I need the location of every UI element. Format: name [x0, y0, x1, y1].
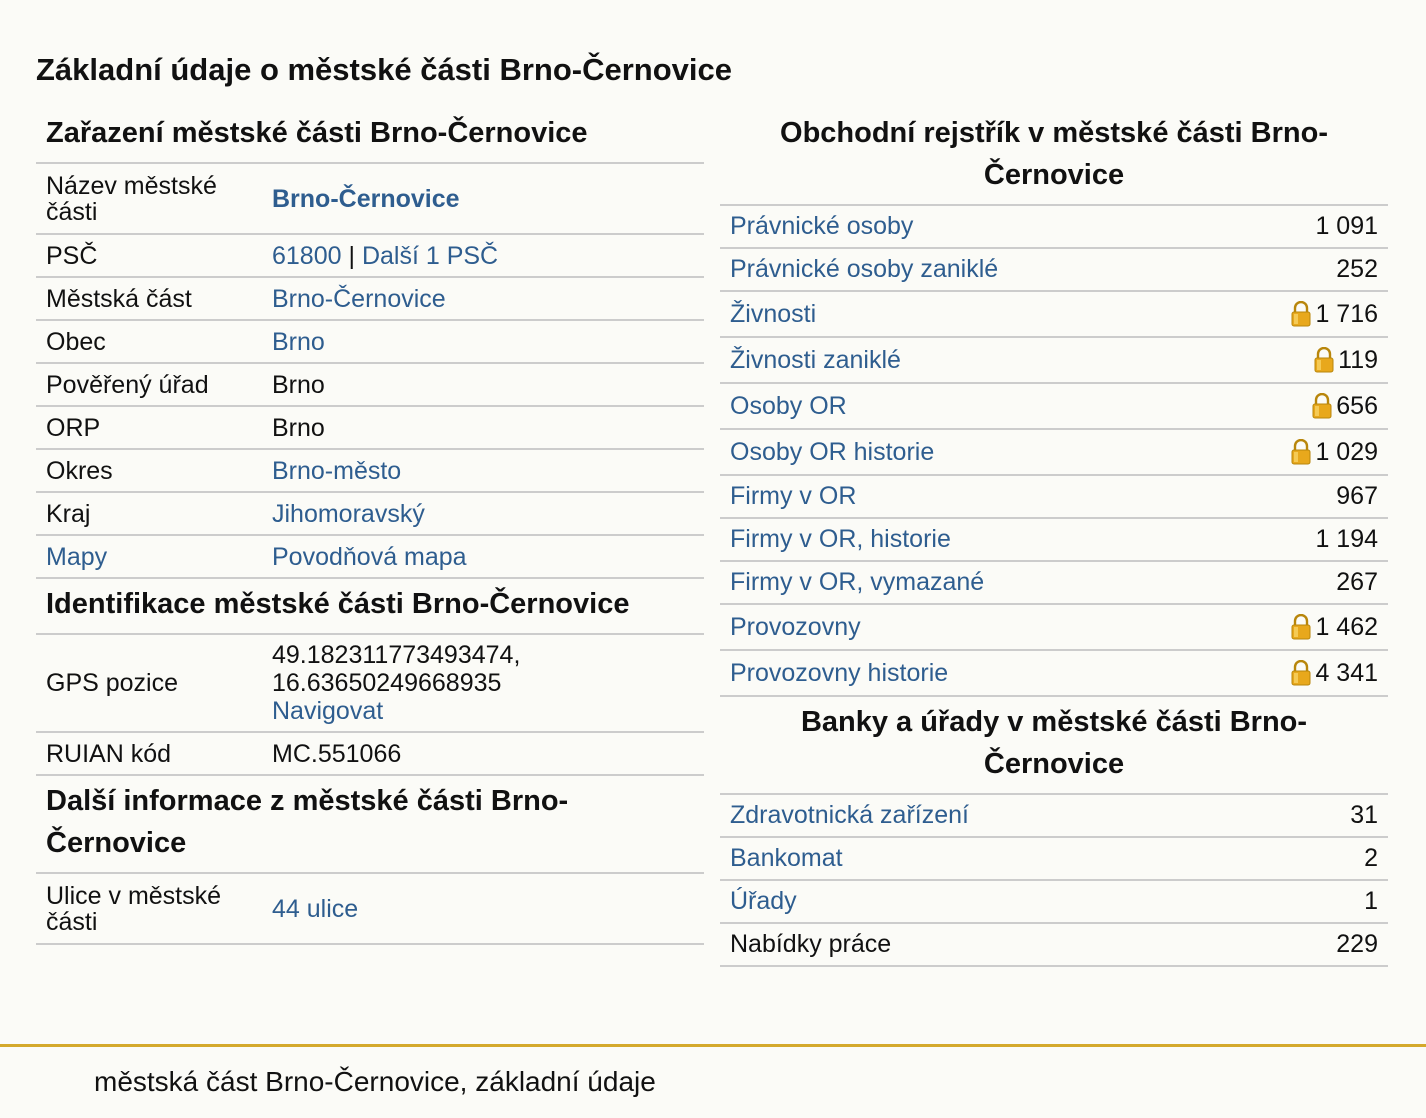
register-row-count — [1291, 659, 1378, 688]
urad-value: Brno — [272, 370, 325, 399]
register-row — [720, 562, 1388, 605]
name-label: Název městské části — [46, 171, 217, 226]
info-row-psc — [36, 235, 704, 278]
register-row-link[interactable]: Firmy v OR, vymazané — [730, 568, 985, 596]
lock-icon — [1312, 393, 1332, 419]
register-row-value: 252 — [1336, 255, 1378, 283]
gps-latitude: 49.182311773493474, — [272, 641, 521, 669]
right-column — [720, 108, 1388, 967]
register-row-count — [1315, 212, 1378, 241]
obec-link[interactable]: Brno — [272, 327, 325, 356]
register-row-link[interactable]: Právnické osoby zaniklé — [730, 255, 999, 283]
info-row-orp — [36, 407, 704, 450]
orp-value: Brno — [272, 413, 325, 442]
page-title: Základní údaje o městské části Brno-Černovice — [36, 52, 733, 87]
banks-row-value: 229 — [1336, 930, 1378, 958]
psc-link[interactable]: 61800 — [272, 241, 342, 270]
register-row-link[interactable]: Osoby OR — [730, 391, 847, 420]
register-row-count — [1336, 255, 1378, 284]
banks-row-link[interactable]: Úřady — [730, 887, 797, 915]
info-row-okres — [36, 450, 704, 493]
register-row-value: 656 — [1336, 391, 1378, 420]
register-row — [720, 384, 1388, 430]
register-row-count — [1336, 568, 1378, 597]
info-row-ruian — [36, 733, 704, 776]
register-row-value: 1 029 — [1315, 437, 1378, 466]
register-row-count — [1336, 482, 1378, 511]
info-row-streets — [36, 874, 704, 945]
urad-label: Pověřený úřad — [46, 370, 209, 399]
register-row-link[interactable]: Právnické osoby — [730, 212, 914, 240]
lock-icon — [1291, 439, 1311, 465]
footer-rule — [0, 1044, 1426, 1047]
part-label: Městská část — [46, 284, 192, 313]
psc-label: PSČ — [46, 241, 98, 270]
register-row-value: 967 — [1336, 482, 1378, 510]
register-row — [720, 651, 1388, 697]
ruian-value: MC.551066 — [272, 739, 402, 768]
banks-row-value: 1 — [1364, 887, 1378, 915]
register-row-link[interactable]: Osoby OR historie — [730, 437, 935, 466]
register-row-count — [1314, 346, 1378, 375]
other-info-heading: Další informace z městské části Brno-Černovice — [36, 776, 704, 874]
lock-icon — [1291, 301, 1311, 327]
register-row-count — [1312, 392, 1378, 421]
register-row-count — [1291, 613, 1378, 642]
info-row-urad — [36, 364, 704, 407]
register-row-count — [1291, 438, 1378, 467]
banks-row-link[interactable]: Zdravotnická zařízení — [730, 801, 969, 829]
name-link[interactable]: Brno-Černovice — [272, 184, 460, 213]
register-row — [720, 338, 1388, 384]
banks-row-value: 31 — [1350, 801, 1378, 829]
okres-link[interactable]: Brno-město — [272, 456, 402, 485]
navigate-link[interactable]: Navigovat — [272, 697, 384, 725]
orp-label: ORP — [46, 413, 101, 442]
okres-label: Okres — [46, 456, 113, 485]
register-row-link[interactable]: Živnosti zaniklé — [730, 345, 901, 374]
register-row — [720, 249, 1388, 292]
banks-heading: Banky a úřady v městské části Brno-Černovice — [720, 697, 1388, 795]
register-row-link[interactable]: Firmy v OR — [730, 482, 857, 510]
kraj-label: Kraj — [46, 499, 91, 528]
register-row-value: 1 194 — [1315, 525, 1378, 553]
register-row-value: 267 — [1336, 568, 1378, 596]
register-row — [720, 519, 1388, 562]
register-table — [720, 206, 1388, 697]
lock-icon — [1314, 347, 1334, 373]
psc-separator: | — [348, 241, 355, 270]
maps-link[interactable]: Mapy — [46, 542, 108, 571]
obec-label: Obec — [46, 327, 106, 356]
info-row-kraj — [36, 493, 704, 536]
banks-row — [720, 838, 1388, 881]
classification-heading: Zařazení městské části Brno-Černovice — [36, 108, 704, 164]
register-row — [720, 605, 1388, 651]
banks-row — [720, 795, 1388, 838]
lock-icon — [1291, 614, 1311, 640]
register-row — [720, 206, 1388, 249]
ruian-label: RUIAN kód — [46, 739, 172, 768]
kraj-link[interactable]: Jihomoravský — [272, 499, 425, 528]
register-row-value: 1 716 — [1315, 299, 1378, 328]
part-link[interactable]: Brno-Černovice — [272, 284, 446, 313]
info-row-mapy — [36, 536, 704, 579]
flood-map-link[interactable]: Povodňová mapa — [272, 542, 467, 571]
streets-link[interactable]: 44 ulice — [272, 894, 359, 923]
register-heading: Obchodní rejstřík v městské části Brno-Černovice — [720, 108, 1388, 206]
banks-row-link[interactable]: Bankomat — [730, 844, 843, 872]
register-row-link[interactable]: Provozovny — [730, 612, 861, 641]
register-row-value: 1 462 — [1315, 612, 1378, 641]
left-column — [36, 108, 704, 945]
banks-row — [720, 881, 1388, 924]
info-row-name — [36, 164, 704, 235]
info-row-part — [36, 278, 704, 321]
banks-row-value: 2 — [1364, 844, 1378, 872]
more-psc-link[interactable]: Další 1 PSČ — [361, 241, 499, 270]
streets-label: Ulice v městské části — [46, 881, 222, 936]
identification-heading: Identifikace městské části Brno-Černovice — [36, 579, 704, 635]
register-row-count — [1291, 300, 1378, 329]
banks-table — [720, 795, 1388, 967]
register-row-value: 1 091 — [1315, 212, 1378, 240]
register-row-value: 119 — [1338, 345, 1378, 374]
register-row-link[interactable]: Živnosti — [730, 299, 817, 328]
register-row — [720, 476, 1388, 519]
register-row-link[interactable]: Provozovny historie — [730, 658, 949, 687]
info-row-gps — [36, 635, 704, 733]
info-row-obec — [36, 321, 704, 364]
register-row-link[interactable]: Firmy v OR, historie — [730, 525, 951, 553]
register-row-count — [1315, 525, 1378, 554]
banks-row — [720, 924, 1388, 967]
banks-row-label: Nabídky práce — [730, 930, 892, 958]
register-row-value: 4 341 — [1315, 658, 1378, 687]
lock-icon — [1291, 660, 1311, 686]
footer-caption: městská část Brno-Černovice, základní údaje — [94, 1066, 656, 1097]
register-row — [720, 430, 1388, 476]
gps-longitude: 16.63650249668935 — [272, 669, 502, 697]
gps-label: GPS pozice — [46, 669, 179, 697]
register-row — [720, 292, 1388, 338]
